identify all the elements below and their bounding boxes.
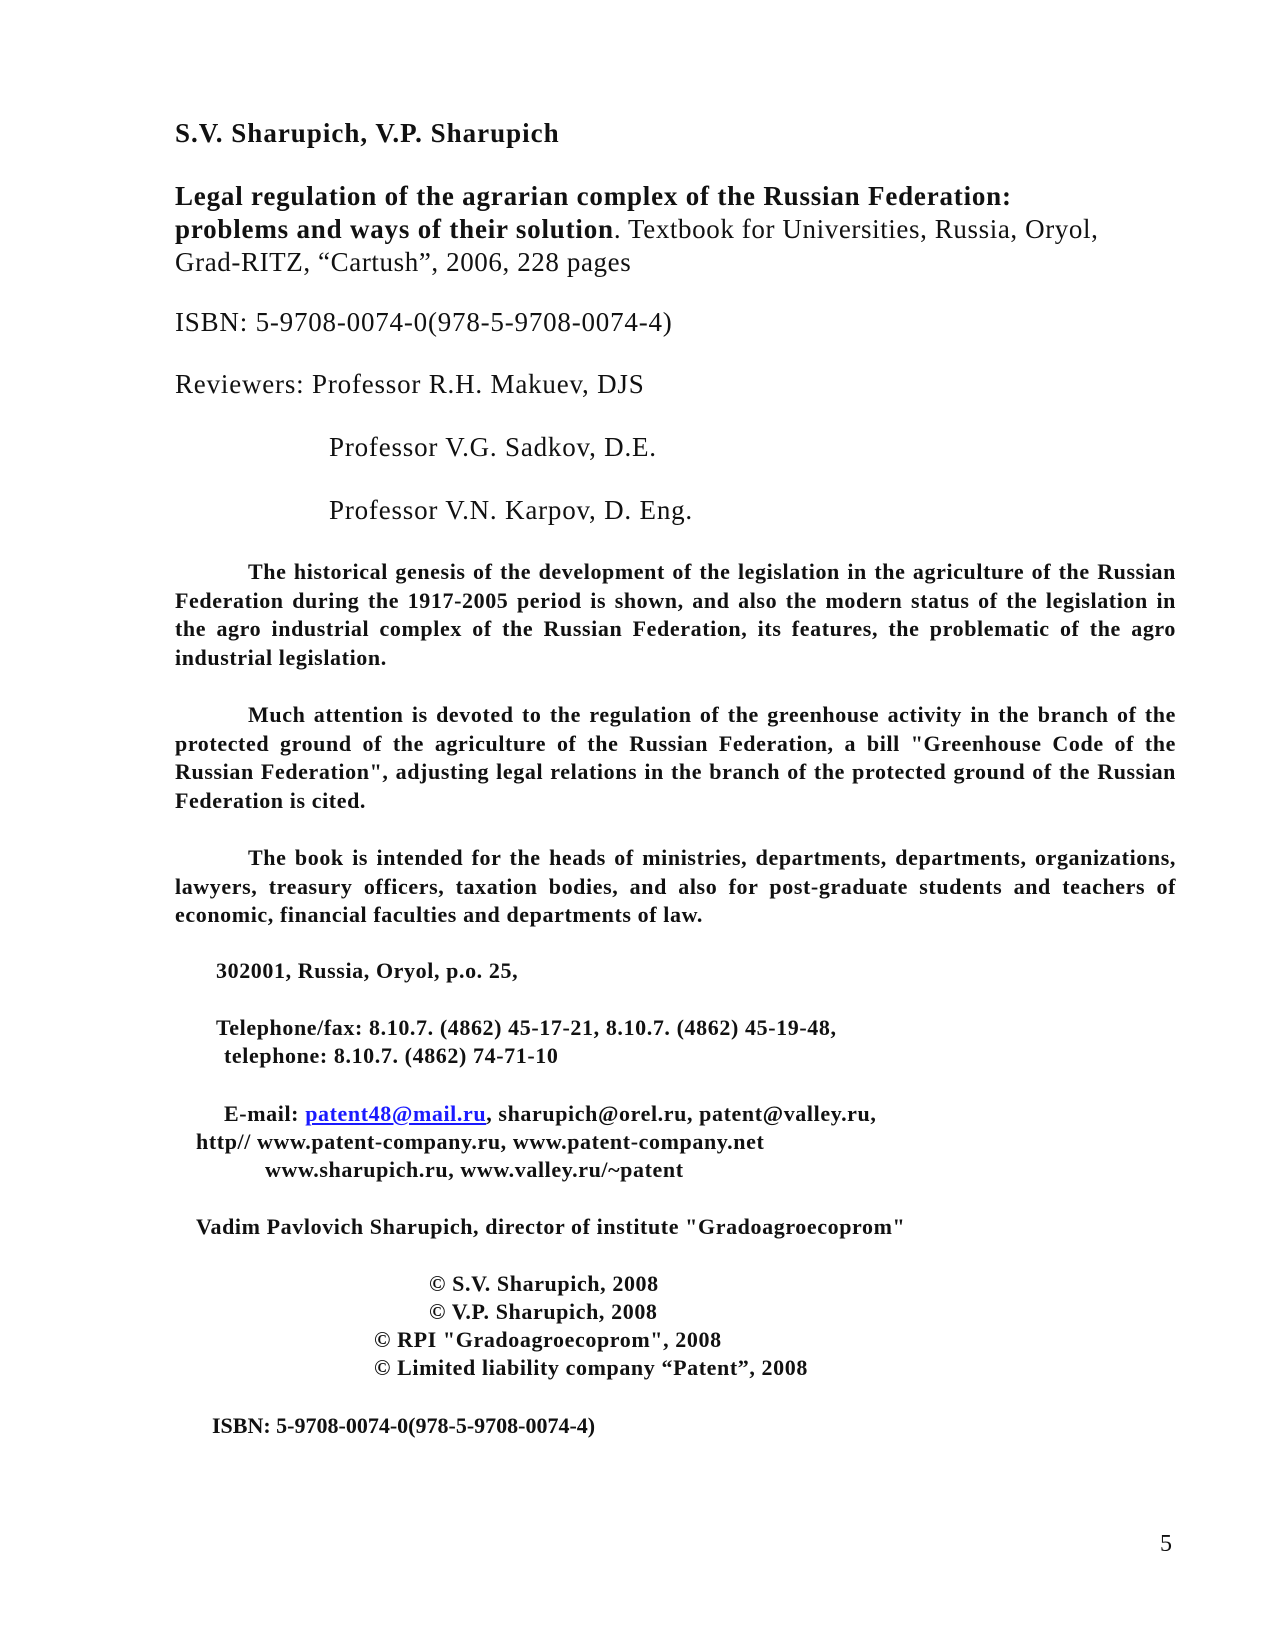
- telephone: telephone: 8.10.7. (4862) 74-71-10: [224, 1043, 559, 1068]
- copyright-line: © Limited liability company “Patent”, 2008: [374, 1355, 808, 1380]
- copyright-line: © S.V. Sharupich, 2008: [429, 1271, 659, 1296]
- copyright-line: © V.P. Sharupich, 2008: [429, 1299, 658, 1324]
- email-link[interactable]: patent48@mail.ru: [305, 1101, 487, 1126]
- reviewer-line-3: Professor V.N. Karpov, D. Eng.: [329, 495, 693, 525]
- page-number: 5: [1160, 1531, 1172, 1557]
- telephone-fax: Telephone/fax: 8.10.7. (4862) 45-17-21, 8.10.7. (4862) 45-19-48,: [216, 1015, 837, 1040]
- postal-address: 302001, Russia, Oryol, p.o. 25,: [216, 958, 519, 983]
- abstract-paragraph-3: The book is intended for the heads of ministries, departments, departments, organizations, lawyers, treasury officers, taxation bodies, and also for post-graduate students and teachers of economic, financial faculties and departments of law.: [175, 845, 1176, 927]
- book-title-block: [175, 180, 1115, 279]
- websites-line-2: www.sharupich.ru, www.valley.ru/~patent: [265, 1157, 684, 1182]
- isbn-bottom: ISBN: 5-9708-0074-0(978-5-9708-0074-4): [212, 1413, 596, 1438]
- email-label: E-mail:: [224, 1101, 306, 1126]
- abstract-paragraph-1: The historical genesis of the development of the legislation in the agriculture of the Russian Federation during the 1917-2005 period is shown, and also the modern status of the legislation in the agro industrial complex of the Russian Federation, its features, the problematic of the agro industrial legislation.: [175, 559, 1176, 670]
- email-others: , sharupich@orel.ru, patent@valley.ru,: [486, 1101, 877, 1126]
- book-title-line1: Legal regulation of the agrarian complex of the Russian Federation:: [175, 181, 1012, 211]
- reviewer-line-1: Reviewers: Professor R.H. Makuev, DJS: [175, 369, 645, 399]
- email-line: [224, 1101, 876, 1127]
- copyright-line: © RPI "Gradoagroecoprom", 2008: [374, 1327, 722, 1352]
- isbn-top: ISBN: 5-9708-0074-0(978-5-9708-0074-4): [175, 307, 673, 337]
- book-publication-info: . Textbook for Universities, Russia, Oryol, Grad-RITZ, “Cartush”, 2006, 228 pages: [175, 214, 1099, 277]
- director-line: Vadim Pavlovich Sharupich, director of institute "Gradoagroecoprom": [196, 1214, 906, 1239]
- book-title-line2: problems and ways of their solution: [175, 214, 614, 244]
- websites-line-1: http// www.patent-company.ru, www.patent-company.net: [196, 1129, 765, 1154]
- reviewer-line-2: Professor V.G. Sadkov, D.E.: [329, 432, 657, 462]
- abstract-paragraph-2: Much attention is devoted to the regulation of the greenhouse activity in the branch of the protected ground of the agriculture of the Russian Federation, a bill "Greenhouse Code of the Russian Federation", adjusting legal relations in the branch of the protected ground of the Russian Federation is cited.: [175, 702, 1176, 813]
- authors: S.V. Sharupich, V.P. Sharupich: [175, 118, 560, 148]
